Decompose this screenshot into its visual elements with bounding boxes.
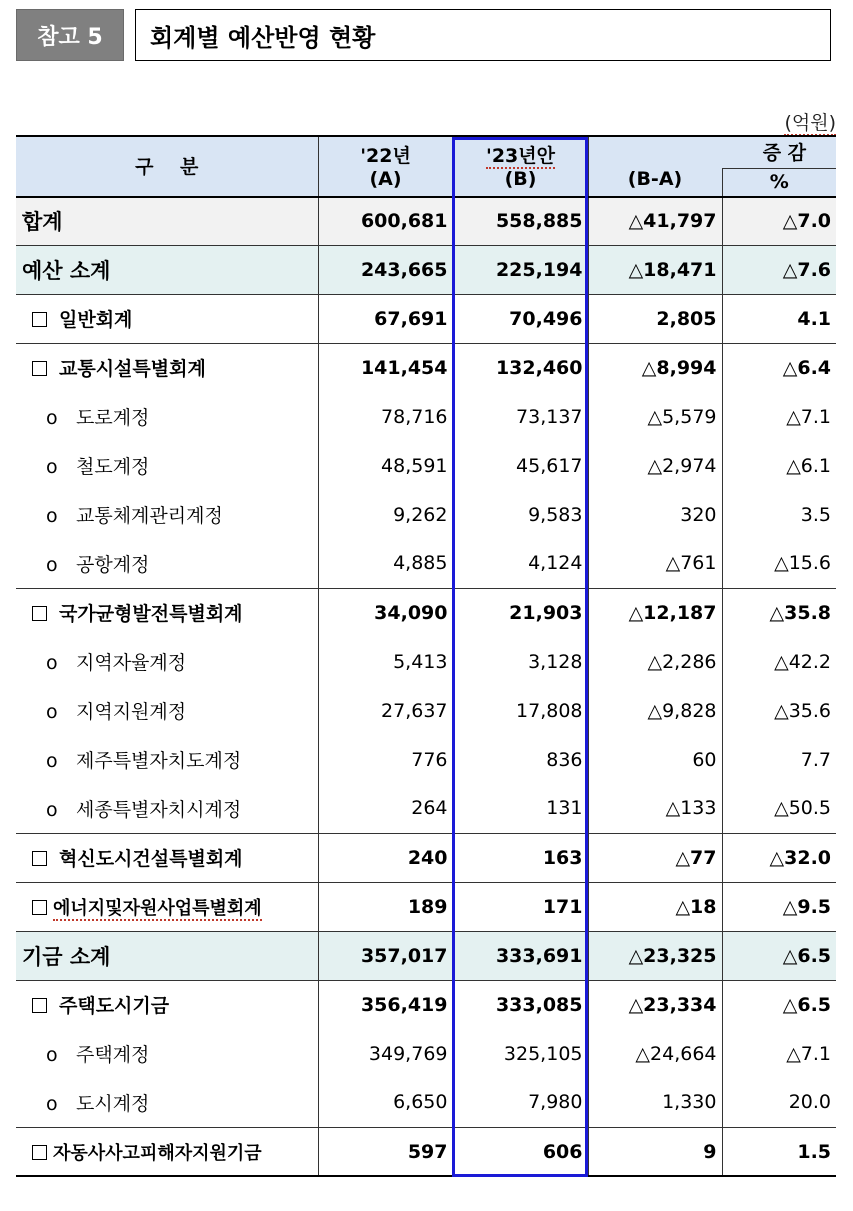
value-b: 325,105 xyxy=(453,1029,588,1078)
row-label xyxy=(16,784,318,833)
header-col-b xyxy=(453,136,588,196)
bullet-circle-icon: o xyxy=(46,750,58,772)
table-row xyxy=(16,441,836,490)
value-b: 21,903 xyxy=(453,588,588,637)
value-change: △12,187 xyxy=(588,588,722,637)
row-label xyxy=(16,294,318,343)
value-b: 225,194 xyxy=(453,245,588,294)
table-row xyxy=(16,392,836,441)
bullet-circle-icon: o xyxy=(46,456,58,478)
bullet-circle-icon: o xyxy=(46,1092,58,1115)
value-a: 48,591 xyxy=(318,441,453,490)
row-label-text: 주택도시기금 xyxy=(59,995,170,1018)
value-percent: △7.1 xyxy=(786,405,832,428)
value-change: △77 xyxy=(588,833,722,882)
value-change: 60 xyxy=(588,735,722,784)
value-b: 73,137 xyxy=(453,392,588,441)
value-a: 240 xyxy=(318,833,453,882)
value-change: △24,664 xyxy=(588,1029,722,1078)
row-label xyxy=(16,735,318,784)
table-row xyxy=(16,882,836,931)
table-row xyxy=(16,490,836,539)
value-change: △23,334 xyxy=(588,980,722,1029)
value-change: △2,974 xyxy=(588,441,722,490)
row-label-text: 혁신도시건설특별회계 xyxy=(59,848,243,870)
value-change: 320 xyxy=(588,490,722,539)
table-row xyxy=(16,931,836,980)
header-change: 증 감 xyxy=(588,136,836,168)
value-a: 6,650 xyxy=(318,1078,453,1127)
value-b: 333,691 xyxy=(453,931,588,980)
value-a: 5,413 xyxy=(318,637,453,686)
value-percent: 4.1 xyxy=(722,294,836,343)
budget-table xyxy=(16,136,836,1176)
row-label: 합계 xyxy=(16,196,318,245)
row-label-text: 제주특별자치도계정 xyxy=(76,750,242,772)
value-change: 2,805 xyxy=(588,294,722,343)
value-a: 78,716 xyxy=(318,392,453,441)
value-percent: △35.6 xyxy=(774,699,832,722)
value-b: 7,980 xyxy=(453,1078,588,1127)
header-category: 구 분 xyxy=(16,136,318,196)
value-change: △18 xyxy=(588,882,722,931)
value-b: 171 xyxy=(453,882,588,931)
value-a: 356,419 xyxy=(318,980,453,1029)
bullet-circle-icon: o xyxy=(46,798,58,821)
header-col-b-code: (B) xyxy=(504,168,537,191)
value-change: △23,325 xyxy=(588,931,722,980)
row-label xyxy=(16,980,318,1029)
bullet-circle-icon: o xyxy=(46,505,58,527)
value-b: 70,496 xyxy=(453,294,588,343)
row-label-text: 국가균형발전특별회계 xyxy=(59,603,243,626)
row-label-text: 철도계정 xyxy=(76,456,150,478)
value-change: △8,994 xyxy=(588,343,722,392)
table-row xyxy=(16,539,836,588)
value-percent: △6.1 xyxy=(786,454,832,477)
page-title-text: 회계별 예산반영 현황 xyxy=(150,23,376,52)
row-label-text: 도시계정 xyxy=(76,1092,150,1115)
table-row xyxy=(16,784,836,833)
bullet-circle-icon: o xyxy=(46,701,58,723)
checkbox-square-icon xyxy=(32,998,47,1013)
table-row xyxy=(16,686,836,735)
value-a: 597 xyxy=(318,1127,453,1176)
row-label-text: 주택계정 xyxy=(76,1044,150,1066)
table-bottom-rule xyxy=(16,1175,836,1177)
row-label xyxy=(16,392,318,441)
value-a: 34,090 xyxy=(318,588,453,637)
row-label xyxy=(16,1029,318,1078)
bullet-circle-icon: o xyxy=(46,652,58,674)
row-label xyxy=(16,637,318,686)
row-label xyxy=(16,343,318,392)
table-row xyxy=(16,588,836,637)
checkbox-square-icon xyxy=(32,361,47,376)
row-label-text: 도로계정 xyxy=(76,407,150,429)
value-change: 1,330 xyxy=(588,1078,722,1127)
checkbox-square-icon xyxy=(32,900,47,915)
row-label xyxy=(16,539,318,588)
bullet-circle-icon: o xyxy=(46,1044,58,1066)
value-change: △5,579 xyxy=(588,392,722,441)
value-b: 558,885 xyxy=(453,196,588,245)
row-label-text: 교통시설특별회계 xyxy=(59,358,206,381)
value-a: 349,769 xyxy=(318,1029,453,1078)
value-percent: 20.0 xyxy=(788,1091,832,1114)
row-label xyxy=(16,441,318,490)
value-percent: △7.0 xyxy=(722,196,836,245)
value-a: 357,017 xyxy=(318,931,453,980)
value-change: △41,797 xyxy=(588,196,722,245)
header-bottom-rule xyxy=(16,196,836,198)
row-label xyxy=(16,882,318,931)
value-b: 132,460 xyxy=(453,343,588,392)
page-title xyxy=(135,9,831,61)
row-label xyxy=(16,490,318,539)
value-b: 4,124 xyxy=(453,539,588,588)
row-label xyxy=(16,1127,318,1176)
value-change: △133 xyxy=(588,784,722,833)
row-label-text: 에너지및자원사업특별회계 xyxy=(53,897,262,919)
section-badge: 참고 5 xyxy=(16,9,124,61)
checkbox-square-icon xyxy=(32,606,47,621)
row-label-text: 교통체계관리계정 xyxy=(76,505,223,527)
value-percent: △9.5 xyxy=(722,882,836,931)
row-label-text: 공항계정 xyxy=(76,553,150,576)
header-change-diff: (B-A) xyxy=(588,168,722,196)
bullet-circle-icon: o xyxy=(46,407,58,429)
row-label xyxy=(16,588,318,637)
value-percent: △42.2 xyxy=(774,650,832,673)
row-label xyxy=(16,833,318,882)
value-percent: 3.5 xyxy=(800,503,832,526)
table-row xyxy=(16,637,836,686)
value-b: 163 xyxy=(453,833,588,882)
value-percent: △50.5 xyxy=(774,797,832,820)
value-percent: △7.6 xyxy=(722,245,836,294)
table-row xyxy=(16,343,836,392)
table-row xyxy=(16,1029,836,1078)
value-percent: △15.6 xyxy=(774,552,832,575)
value-b: 333,085 xyxy=(453,980,588,1029)
value-b: 606 xyxy=(453,1127,588,1176)
header-percent: % xyxy=(722,168,836,196)
header-col-b-year xyxy=(454,141,588,168)
bullet-circle-icon: o xyxy=(46,553,58,576)
value-b: 17,808 xyxy=(453,686,588,735)
row-label: 예산 소계 xyxy=(16,245,318,294)
row-label-text: 세종특별자치시계정 xyxy=(76,798,242,821)
row-label-text: 지역지원계정 xyxy=(76,701,187,723)
value-a: 264 xyxy=(318,784,453,833)
header-col-a xyxy=(318,136,453,196)
checkbox-square-icon xyxy=(32,312,47,327)
header-col-b-year-text: '23년안 xyxy=(486,145,555,168)
checkbox-square-icon xyxy=(32,851,47,866)
row-label xyxy=(16,686,318,735)
value-change: △9,828 xyxy=(588,686,722,735)
value-b: 836 xyxy=(453,735,588,784)
header-col-a-code: (A) xyxy=(369,168,402,191)
value-percent: 7.7 xyxy=(800,748,832,771)
value-change: △761 xyxy=(588,539,722,588)
value-a: 600,681 xyxy=(318,196,453,245)
row-label xyxy=(16,1078,318,1127)
value-a: 4,885 xyxy=(318,539,453,588)
table-top-rule xyxy=(16,135,836,137)
table-row xyxy=(16,1127,836,1176)
value-a: 67,691 xyxy=(318,294,453,343)
value-a: 141,454 xyxy=(318,343,453,392)
table-row xyxy=(16,735,836,784)
value-a: 243,665 xyxy=(318,245,453,294)
unit-label xyxy=(700,108,836,135)
header-col-a-year: '22년 xyxy=(360,145,411,168)
value-percent: △7.1 xyxy=(786,1042,832,1065)
value-percent: △35.8 xyxy=(722,588,836,637)
table-row xyxy=(16,245,836,294)
row-label-text: 지역자율계정 xyxy=(76,652,187,674)
value-percent: △6.5 xyxy=(722,980,836,1029)
unit-text: (억원) xyxy=(784,112,836,134)
value-percent: 1.5 xyxy=(722,1127,836,1176)
value-percent: △6.5 xyxy=(722,931,836,980)
value-change: △2,286 xyxy=(588,637,722,686)
row-label-text: 일반회계 xyxy=(59,309,133,331)
value-a: 776 xyxy=(318,735,453,784)
value-change: △18,471 xyxy=(588,245,722,294)
value-b: 3,128 xyxy=(453,637,588,686)
value-b: 45,617 xyxy=(453,441,588,490)
table-row xyxy=(16,196,836,245)
value-percent: △32.0 xyxy=(722,833,836,882)
table-row xyxy=(16,833,836,882)
value-a: 27,637 xyxy=(318,686,453,735)
value-b: 9,583 xyxy=(453,490,588,539)
value-a: 9,262 xyxy=(318,490,453,539)
value-change: 9 xyxy=(588,1127,722,1176)
value-a: 189 xyxy=(318,882,453,931)
table-row xyxy=(16,1078,836,1127)
value-percent: △6.4 xyxy=(722,343,836,392)
row-label: 기금 소계 xyxy=(16,931,318,980)
value-b: 131 xyxy=(453,784,588,833)
table-row xyxy=(16,294,836,343)
row-label-text: 자동사사고피해자지원기금 xyxy=(53,1142,262,1164)
table-row xyxy=(16,980,836,1029)
checkbox-square-icon xyxy=(32,1145,47,1160)
